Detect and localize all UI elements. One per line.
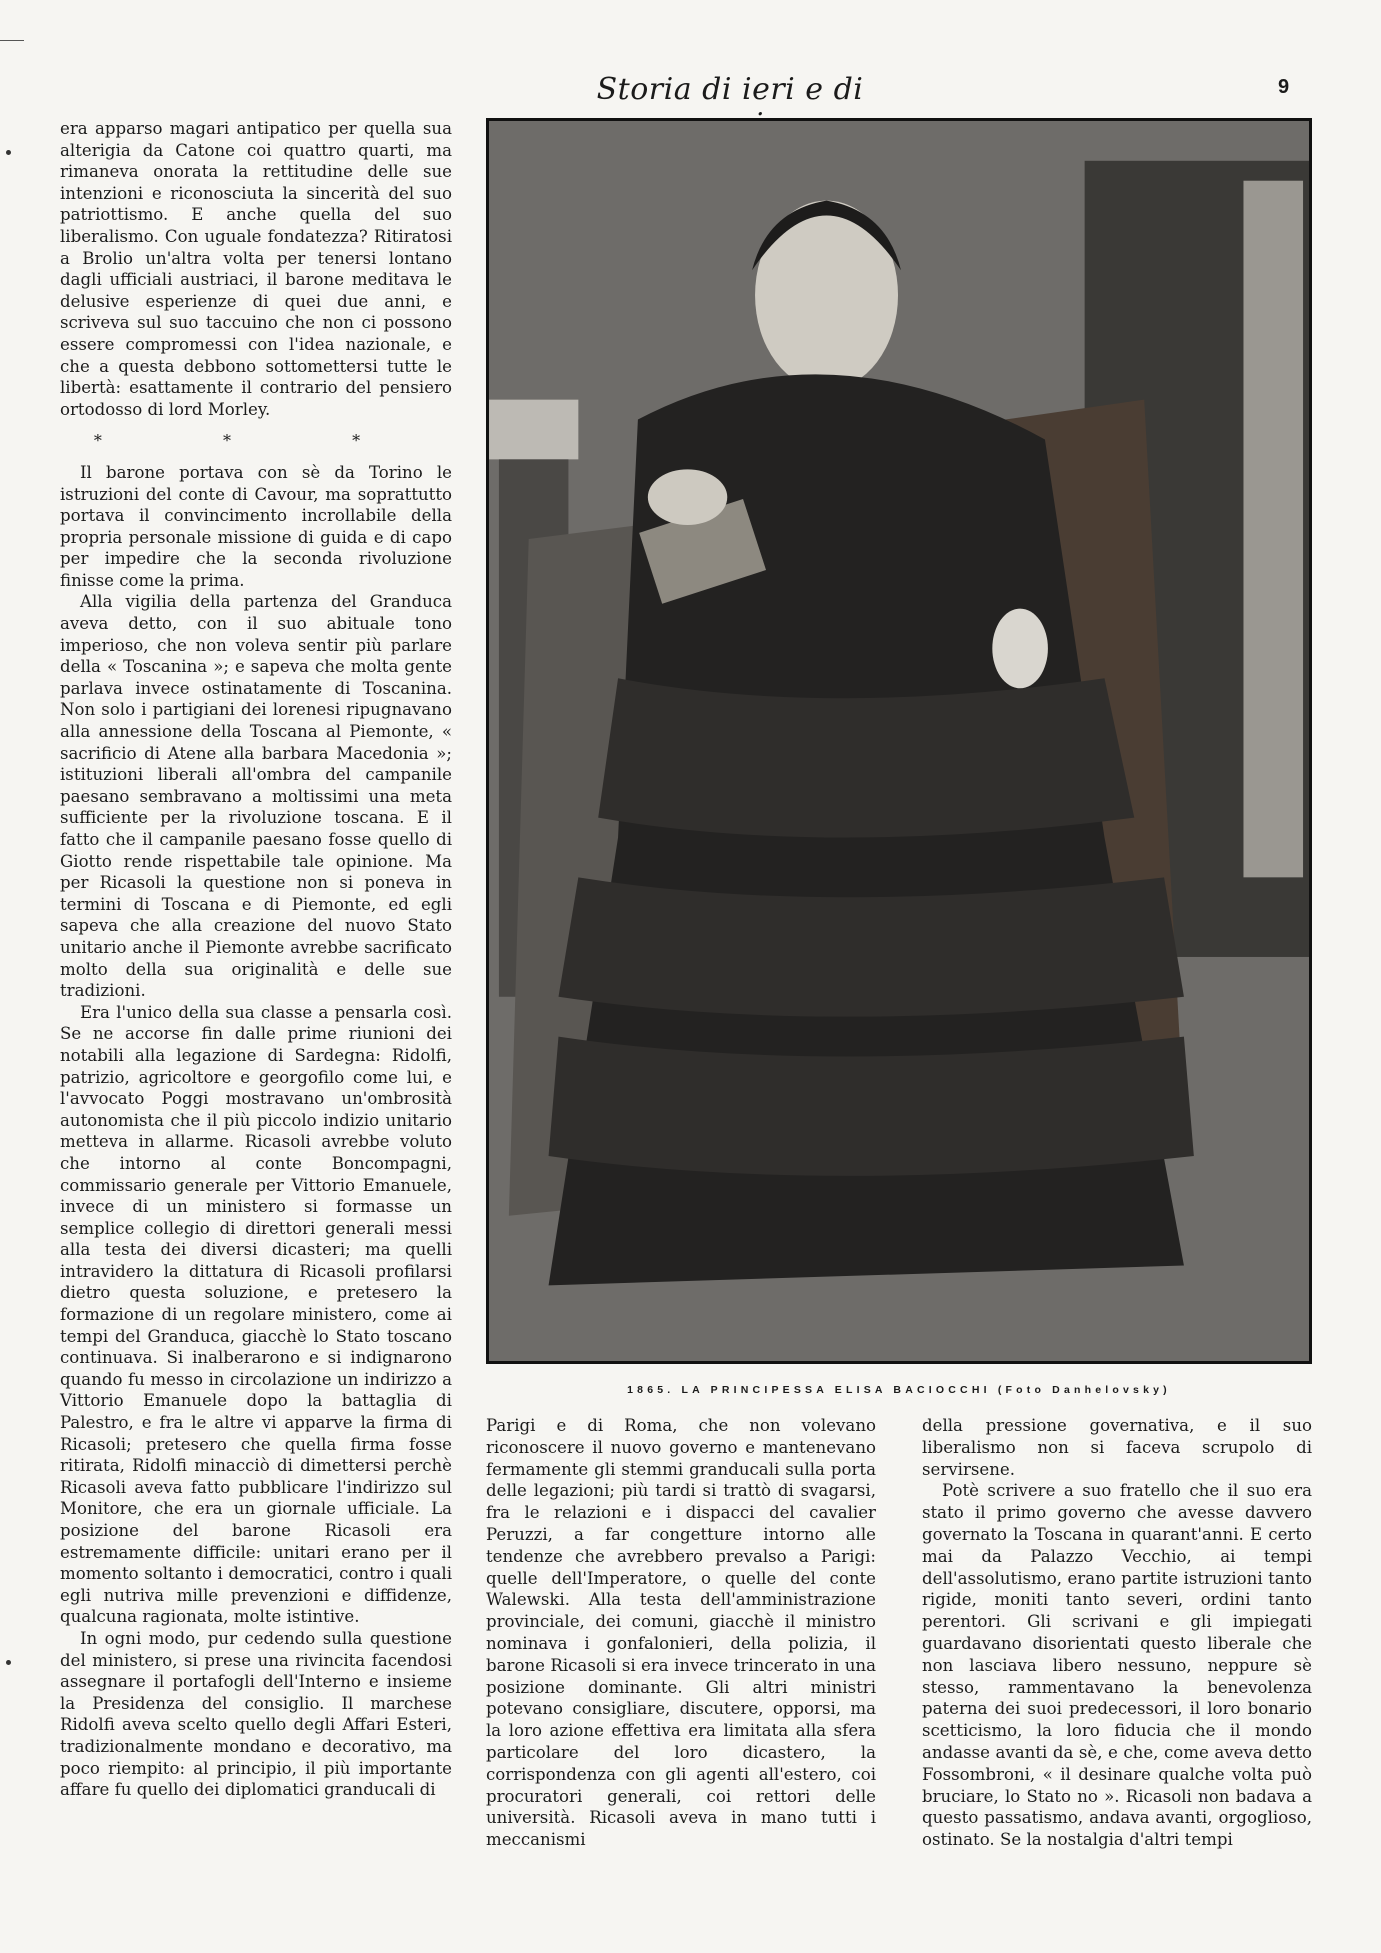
margin-mark bbox=[6, 1660, 11, 1665]
right-column bbox=[922, 1415, 1312, 1851]
portrait-photo bbox=[486, 118, 1312, 1364]
photo-caption: 1865. LA PRINCIPESSA ELISA BACIOCCHI (Foto Danhelovsky) bbox=[627, 1384, 1171, 1396]
margin-rule bbox=[0, 40, 24, 41]
portrait-illustration bbox=[489, 121, 1309, 1361]
middle-column bbox=[486, 1415, 876, 1851]
page-number: 9 bbox=[1278, 76, 1290, 98]
paragraph: era apparso magari antipatico per quella sua alterigia da Catone coi quattro quarti, ma rimaneva onorata la rettitudine delle sue intenzioni e riconosciuta la sincerità del suo patriottismo. E anche quella del suo liberalismo. Con uguale fondatezza? Ritiratosi a Brolio un'altra volta per tenersi lontano dagli ufficiali austriaci, il barone meditava le delusive esperienze di quei due anni, e scriveva sul suo taccuino che non ci possono essere compromessi con l'idea nazionale, e che a questa debbono sottomettersi tutte le libertà: esattamente il contrario del pensiero ortodosso di lord Morley. bbox=[60, 119, 452, 419]
paragraph: Potè scrivere a suo fratello che il suo era stato il primo governo che avesse davvero governato la Toscana in quarant'anni. E certo mai da Palazzo Vecchio, ai tempi dell'assolutismo, erano partite istruzioni tanto rigide, moniti tanto severi, ordini tanto perentori. Gli scrivani e gli impiegati guardavano disorientati questo liberale che non lasciava libero nessuno, neppure sè stesso, rammentavano la benevolenza paterna dei suoi predecessori, il loro bonario scetticismo, la loro fiducia che il mondo andasse avanti da sè, e che, come aveva detto Fossombroni, « il desinare qualche volta può bruciare, lo Stato no ». Ricasoli non badava a questo passatismo, andava avanti, orgoglioso, ostinato. Se la nostalgia d'altri tempi bbox=[922, 1481, 1312, 1850]
paragraph: Parigi e di Roma, che non volevano riconoscere il nuovo governo e mantenevano fermamente gli stemmi granducali sulla porta delle legazioni; più tardi si trattò di svagarsi, fra le relazioni e i dispacci del cavalier Peruzzi, a far congetture intorno alle tendenze che avrebbero prevalso a Parigi: quelle dell'Imperatore, o quelle del conte Walewski. Alla testa dell'amministrazione provinciale, dei comuni, giacchè il ministro nominava i gonfalonieri, della polizia, il barone Ricasoli si era invece trincerato in una posizione dominante. Gli altri ministri potevano consigliare, discutere, opporsi, ma la loro azione effettiva era limitata alla sfera particolare del loro dicastero, la corrispondenza con gli agenti all'estero, coi procuratori generali, coi rettori delle università. Ricasoli aveva in mano tutti i meccanismi bbox=[486, 1416, 876, 1850]
paragraph: della pressione governativa, e il suo liberalismo non si faceva scrupolo di servirsene. bbox=[922, 1416, 1312, 1479]
paragraph: Alla vigilia della partenza del Granduca aveva detto, con il suo abituale tono imperioso, che non voleva sentir più parlare della « Toscanina »; e sapeva che molta gente parlava invece ostinatamente di Toscanina. Non solo i partigiani dei lorenesi ripugnavano alla annessione della Toscana al Piemonte, « sacrificio di Atene alla barbara Macedonia »; istituzioni liberali all'ombra del campanile paesano sembravano a moltissimi una meta sufficiente per la rivoluzione toscana. E il fatto che il campanile paesano fosse quello di Giotto rende rispettabile tale opinione. Ma per Ricasoli la questione non si poneva in termini di Toscana e di Piemonte, ed egli sapeva che alla creazione del nuovo Stato unitario anche il Piemonte avrebbe sacrificato molto della sua originalità e delle sue tradizioni. bbox=[60, 592, 452, 1001]
section-separator: * * * bbox=[93, 431, 419, 451]
paragraph: Il barone portava con sè da Torino le istruzioni del conte di Cavour, ma soprattutto portava il convincimento incrollabile della propria personale missione di guida e di capo per impedire che la seconda rivoluzione finisse come la prima. bbox=[60, 462, 452, 590]
margin-mark bbox=[6, 150, 11, 155]
running-header-title: Storia di ieri e di bbox=[596, 72, 864, 107]
left-column bbox=[60, 118, 452, 1801]
paragraph: In ogni modo, pur cedendo sulla questione del ministero, si prese una rivincita facendosi assegnare il portafogli dell'Interno e insieme la Presidenza del consiglio. Il marchese Ridolfi aveva scelto quello degli Affari Esteri, tradizionalmente mondano e decorativo, ma poco riempito: al principio, il più importante affare fu quello dei diplomatici granducali di bbox=[60, 1628, 452, 1800]
paragraph: Era l'unico della sua classe a pensarla così. Se ne accorse fin dalle prime riunioni dei notabili alla legazione di Sardegna: Ridolfi, patrizio, agricoltore e georgofilo come lui, e l'avvocato Poggi mostravano un'ombrosità autonomista che il più piccolo indizio unitario metteva in allarme. Ricasoli avrebbe voluto che intorno al conte Boncompagni, commissario generale per Vittorio Emanuele, invece di un ministero si formasse un semplice collegio di direttori generali messi alla testa dei diversi dicasteri; ma quelli intravidero la dittatura di Ricasoli profilarsi dietro questa soluzione, e pretesero la formazione di un regolare ministero, come ai tempi del Granduca, giacchè lo Stato toscano continuava. Si inalberarono e si indignarono quando fu messo in circolazione un indirizzo a Vittorio Emanuele dopo la battaglia di Palestro, e fra le altre vi apparve la firma di Ricasoli; pretesero che quella firma fosse ritirata, Ridolfi minacciò di dimettersi perchè Ricasoli aveva fatto pubblicare l'indirizzo sul Monitore, che era un giornale ufficiale. La posizione del barone Ricasoli era estremamente difficile: unitari erano per il momento soltanto i democratici, contro i quali egli nutriva mille prevenzioni e diffidenze, qualcuna ragionata, molte istintive. bbox=[60, 1002, 452, 1627]
